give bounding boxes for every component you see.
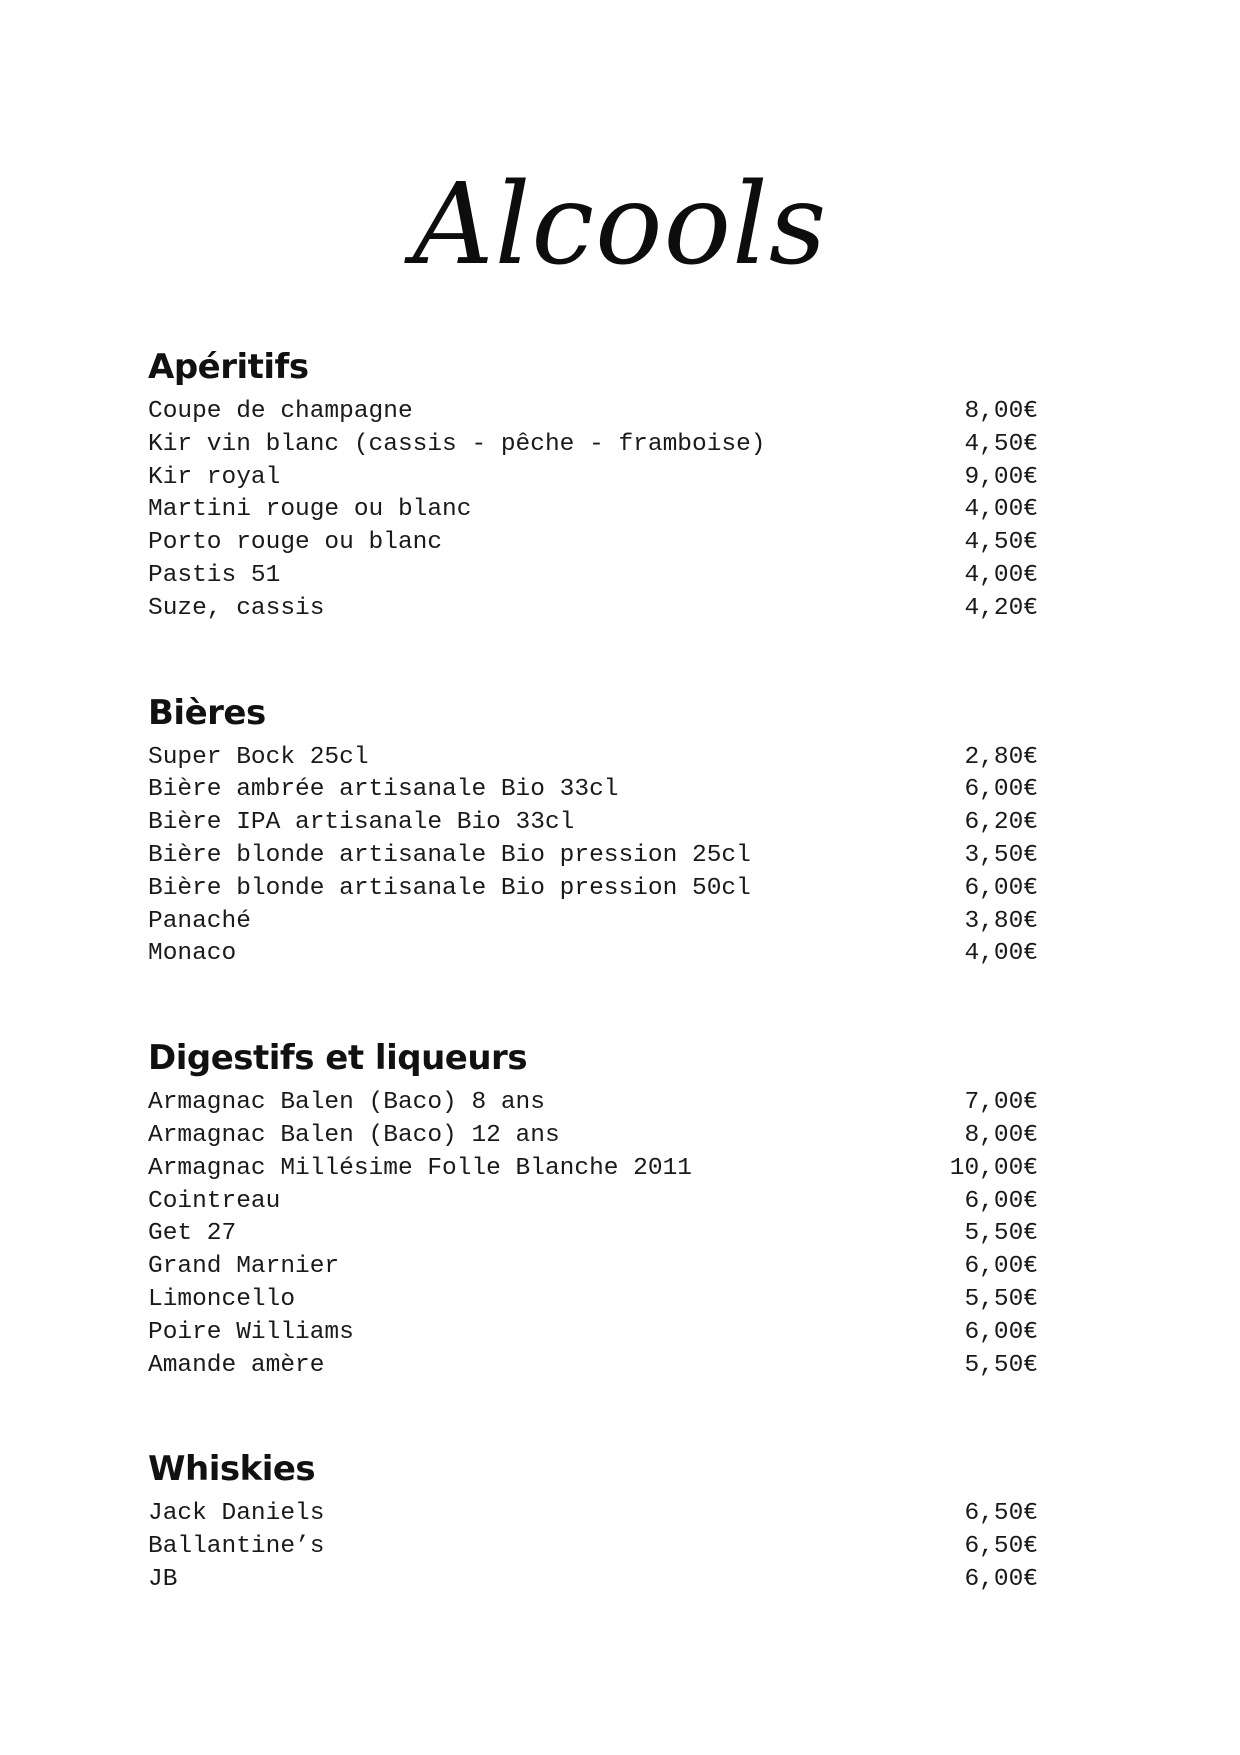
item-name: Super Bock 25cl: [148, 743, 369, 771]
item-price: 3,80€: [964, 907, 1038, 935]
menu-item: [148, 1120, 1038, 1153]
item-name: Ballantine’s: [148, 1533, 325, 1561]
item-price: 4,50€: [964, 529, 1038, 557]
item-price: 6,20€: [964, 809, 1038, 837]
menu-item: [148, 873, 1038, 906]
item-price: 4,50€: [964, 430, 1038, 458]
section-heading: Digestifs et liqueurs: [148, 1038, 528, 1079]
menu-content: [148, 342, 1038, 1659]
item-name: Bière blonde artisanale Bio pression 25cl: [148, 841, 751, 869]
menu-item: [148, 494, 1038, 527]
item-name: JB: [148, 1565, 178, 1593]
item-name: Porto rouge ou blanc: [148, 529, 443, 557]
item-name: Armagnac Balen (Baco) 12 ans: [148, 1121, 560, 1149]
menu-item: [148, 807, 1038, 840]
item-price: 8,00€: [964, 1121, 1038, 1149]
item-name: Jack Daniels: [148, 1500, 325, 1528]
item-price: 8,00€: [964, 398, 1038, 425]
item-name: Coupe de champagne: [148, 398, 413, 425]
item-price: 10,00€: [949, 1154, 1038, 1182]
menu-item: [148, 1350, 1038, 1383]
menu-item: [148, 462, 1038, 495]
item-name: Bière blonde artisanale Bio pression 50cl: [148, 874, 751, 902]
item-price: 5,50€: [964, 1351, 1038, 1379]
item-price: 6,00€: [964, 1318, 1038, 1346]
item-name: Armagnac Millésime Folle Blanche 2011: [148, 1154, 692, 1182]
menu-item: [148, 1284, 1038, 1317]
item-price: 6,00€: [964, 776, 1038, 804]
menu-item: [148, 1317, 1038, 1350]
menu-item: [148, 429, 1038, 462]
item-name: Limoncello: [148, 1285, 296, 1313]
section-digestifs: [148, 1033, 1038, 1382]
section-aperitifs: [148, 342, 1038, 626]
item-price: 9,00€: [964, 463, 1038, 491]
item-name: Panaché: [148, 907, 251, 935]
item-price: 6,50€: [964, 1500, 1038, 1528]
item-name: Pastis 51: [148, 561, 281, 589]
item-name: Grand Marnier: [148, 1253, 340, 1281]
menu-item: [148, 1087, 1038, 1120]
item-name: Amande amère: [148, 1351, 325, 1379]
menu-item: [148, 527, 1038, 560]
menu-item: [148, 593, 1038, 626]
menu-item: [148, 1218, 1038, 1251]
menu-item: [148, 1564, 1038, 1597]
item-price: 6,00€: [964, 1565, 1038, 1593]
item-price: 4,00€: [964, 496, 1038, 524]
menu-item: [148, 742, 1038, 775]
item-name: Get 27: [148, 1220, 237, 1248]
item-price: 7,00€: [964, 1089, 1038, 1117]
item-price: 5,50€: [964, 1285, 1038, 1313]
item-price: 4,20€: [964, 594, 1038, 622]
menu-item: [148, 840, 1038, 873]
item-price: 6,50€: [964, 1533, 1038, 1561]
section-whiskies: [148, 1444, 1038, 1596]
item-name: Bière ambrée artisanale Bio 33cl: [148, 776, 619, 804]
item-name: Armagnac Balen (Baco) 8 ans: [148, 1089, 545, 1117]
item-price: 6,00€: [964, 1253, 1038, 1281]
section-heading: Bières: [148, 692, 266, 733]
menu-item: [148, 1531, 1038, 1564]
item-name: Poire Williams: [148, 1318, 354, 1346]
item-name: Kir royal: [148, 463, 281, 491]
menu-item: [148, 396, 1038, 429]
item-price: 5,50€: [964, 1220, 1038, 1248]
menu-item: [148, 906, 1038, 939]
item-price: 4,00€: [964, 940, 1038, 968]
section-heading: Apéritifs: [148, 347, 309, 387]
section-heading: Whiskies: [148, 1449, 316, 1490]
section-bieres: [148, 688, 1038, 972]
item-price: 4,00€: [964, 561, 1038, 589]
menu-item: [148, 774, 1038, 807]
item-name: Bière IPA artisanale Bio 33cl: [148, 809, 575, 837]
item-price: 2,80€: [964, 743, 1038, 771]
item-name: Martini rouge ou blanc: [148, 496, 472, 524]
item-name: Suze, cassis: [148, 594, 325, 622]
menu-item: [148, 938, 1038, 971]
item-price: 3,50€: [964, 841, 1038, 869]
menu-item: [148, 560, 1038, 593]
item-price: 6,00€: [964, 874, 1038, 902]
item-price: 6,00€: [964, 1187, 1038, 1215]
menu-item: [148, 1153, 1038, 1186]
item-name: Cointreau: [148, 1187, 281, 1215]
menu-item: [148, 1498, 1038, 1531]
item-name: Kir vin blanc (cassis - pêche - framboise): [148, 430, 766, 458]
page-title: Alcools: [412, 160, 828, 290]
item-name: Monaco: [148, 940, 237, 968]
menu-item: [148, 1186, 1038, 1219]
menu-item: [148, 1251, 1038, 1284]
